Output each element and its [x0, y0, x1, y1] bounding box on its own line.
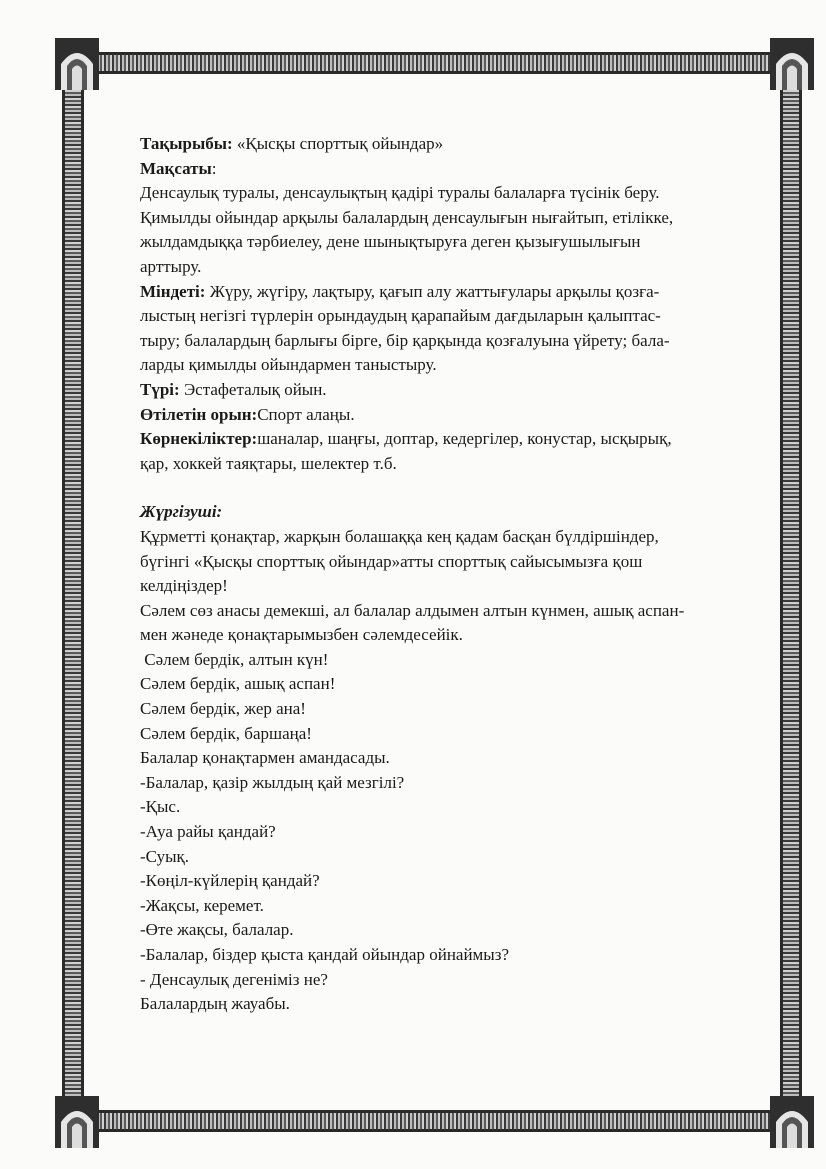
- place-line: [140, 403, 765, 428]
- script-line: Сәлем бердік, алтын күн!: [140, 649, 329, 669]
- equipment-text: шаналар, шаңғы, доптар, кедергілер, конустар, ысқырық,: [257, 429, 672, 449]
- topic-label: Тақырыбы:: [140, 134, 233, 153]
- task-line: [140, 280, 765, 305]
- task-text: Жүру, жүгіру, лақтыру, қағып алу жаттығулары арқылы қозға-: [205, 281, 660, 301]
- bottom-border: [80, 1110, 780, 1132]
- script-line: -Суық.: [140, 846, 190, 866]
- corner-ornament-bottom-left: [55, 1096, 99, 1148]
- goal-label: Мақсаты: [140, 158, 212, 178]
- script-line: Сәлем сөз анасы демекші, ал балалар алдымен алтын күнмен, ашық аспан-: [140, 600, 685, 620]
- script-line: -Ауа райы қандай?: [140, 822, 276, 842]
- script-line: Сәлем бердік, ашық аспан!: [140, 674, 336, 694]
- script-line: бүгінгі «Қысқы спорттық ойындар»атты спорттық сайысымызға қош: [140, 551, 643, 571]
- corner-ornament-top-right: [770, 38, 814, 90]
- script-line: келдіңіздер!: [140, 576, 228, 596]
- type-value: Эстафеталық ойын.: [179, 379, 327, 399]
- corner-ornament-top-left: [55, 38, 99, 90]
- script-line: -Өте жақсы, балалар.: [140, 920, 294, 940]
- goal-colon: :: [211, 158, 217, 178]
- goal-text-line: жылдамдыққа тәрбиелеу, дене шынықтыруға деген қызығушылығын: [140, 232, 641, 252]
- script-line: -Балалар, біздер қыста қандай ойындар ойнаймыз?: [140, 945, 509, 964]
- script-line: -Көңіл-күйлерің қандай?: [140, 871, 320, 891]
- script-line: -Балалар, қазір жылдың қай мезгілі?: [140, 772, 405, 792]
- host-heading: Жүргізуші:: [140, 502, 223, 522]
- task-label: Міндеті:: [140, 281, 206, 301]
- goal-text-line: арттыру.: [140, 256, 202, 276]
- left-border: [62, 62, 84, 1122]
- task-text-line: ларды қимылды ойындармен таныстыру.: [140, 355, 437, 375]
- script-line: мен жәнеде қонақтарымызбен сәлемдесейік.: [140, 625, 463, 645]
- script-line: - Денсаулық дегеніміз не?: [140, 969, 328, 989]
- script-line: -Жақсы, керемет.: [140, 895, 264, 915]
- equipment-text-line: қар, хоккей таяқтары, шелектер т.б.: [140, 453, 397, 473]
- script-line: -Қыс.: [140, 797, 181, 817]
- topic-value: «Қысқы спорттық ойындар»: [232, 134, 444, 153]
- equipment-line: [140, 427, 765, 452]
- type-label: Түрі:: [140, 379, 180, 399]
- topic-line: [140, 132, 765, 157]
- script-line: Құрметті қонақтар, жарқын болашаққа кең қадам басқан бүлдіршіндер,: [140, 526, 659, 546]
- script-line: Сәлем бердік, жер ана!: [140, 699, 306, 719]
- goal-heading: [140, 157, 765, 182]
- script-line: Балалардың жауабы.: [140, 994, 290, 1014]
- top-border: [80, 52, 780, 74]
- corner-ornament-bottom-right: [770, 1096, 814, 1148]
- script-line: Сәлем бердік, баршаңа!: [140, 723, 312, 743]
- type-line: [140, 378, 765, 403]
- goal-text-line: Денсаулық туралы, денсаулықтың қадірі туралы балаларға түсінік беру.: [140, 183, 660, 203]
- goal-text-line: Қимылды ойындар арқылы балалардың денсаулығын нығайтып, етілікке,: [140, 207, 674, 227]
- equipment-label: Көрнекіліктер:: [140, 429, 258, 449]
- task-text-line: лыстың негізгі түрлерін орындаудың қарапайым дағдыларын қалыптас-: [140, 306, 661, 326]
- right-border: [780, 62, 802, 1122]
- section-spacer: [140, 476, 765, 500]
- place-value: Спорт алаңы.: [257, 404, 355, 424]
- script-line: Балалар қонақтармен амандасады.: [140, 748, 390, 768]
- place-label: Өтілетін орын:: [140, 404, 258, 424]
- task-text-line: тыру; балалардың барлығы бірге, бір қарқында қозғалуына үйрету; бала-: [140, 330, 670, 350]
- document-body: [140, 132, 765, 1017]
